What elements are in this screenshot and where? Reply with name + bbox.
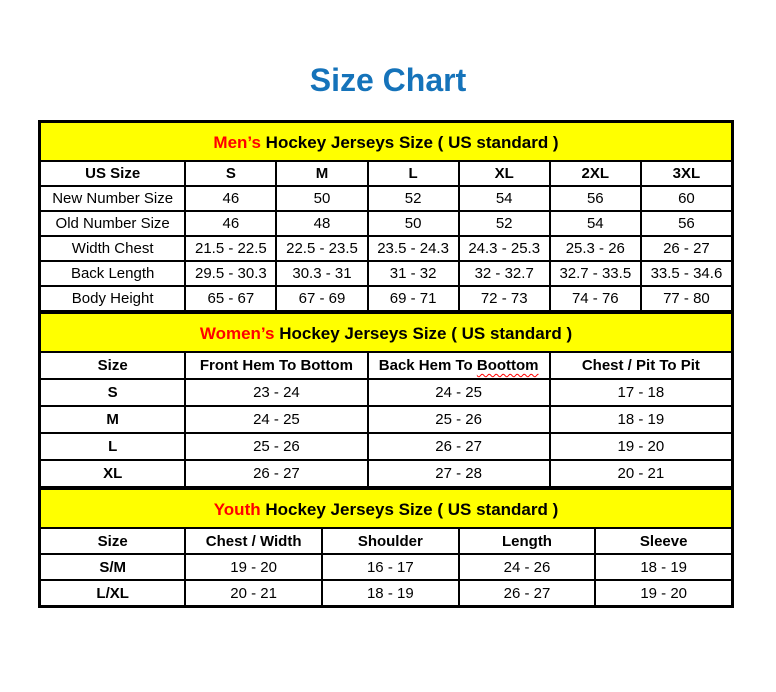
table-row (40, 554, 732, 580)
table-cell: L (40, 433, 185, 460)
table-cell: 23 - 24 (185, 379, 367, 406)
column-header: Length (459, 528, 596, 554)
table-cell: 72 - 73 (459, 286, 550, 311)
table-cell: 52 (368, 186, 459, 211)
table-cell: 60 (641, 186, 732, 211)
womens-size-table (39, 351, 733, 488)
table-cell: 67 - 69 (276, 286, 367, 311)
column-header: M (276, 161, 367, 186)
table-row (40, 286, 732, 311)
column-header: Sleeve (595, 528, 732, 554)
mens-size-table (39, 160, 733, 312)
table-cell: 31 - 32 (368, 261, 459, 286)
table-cell: New Number Size (40, 186, 185, 211)
womens-section-title-rest: Hockey Jerseys Size ( US standard ) (274, 324, 573, 343)
table-row (40, 433, 732, 460)
table-cell: 25.3 - 26 (550, 236, 641, 261)
column-header: 2XL (550, 161, 641, 186)
table-cell: 50 (276, 186, 367, 211)
mens-section-title-rest: Hockey Jerseys Size ( US standard ) (260, 133, 559, 152)
table-cell: Back Length (40, 261, 185, 286)
table-cell: 25 - 26 (185, 433, 367, 460)
column-header-row (40, 352, 732, 379)
table-cell: 19 - 20 (185, 554, 322, 580)
table-cell: 32.7 - 33.5 (550, 261, 641, 286)
table-cell: 18 - 19 (550, 406, 732, 433)
table-cell: 74 - 76 (550, 286, 641, 311)
youth-size-table (39, 527, 733, 607)
table-cell: L/XL (40, 580, 185, 606)
table-cell: 25 - 26 (368, 406, 550, 433)
column-header: S (185, 161, 276, 186)
youth-section-highlight: Youth (213, 500, 261, 519)
column-header: Chest / Pit To Pit (550, 352, 732, 379)
table-cell: Width Chest (40, 236, 185, 261)
table-cell: 26 - 27 (368, 433, 550, 460)
table-cell: 46 (185, 186, 276, 211)
column-header: L (368, 161, 459, 186)
table-row (40, 186, 732, 211)
table-cell: 56 (550, 186, 641, 211)
misspelled-word: Boottom (476, 357, 539, 374)
table-cell: 18 - 19 (595, 554, 732, 580)
table-cell: 33.5 - 34.6 (641, 261, 732, 286)
mens-section-header (39, 121, 733, 160)
table-cell: 30.3 - 31 (276, 261, 367, 286)
table-cell: Body Height (40, 286, 185, 311)
column-header: 3XL (641, 161, 732, 186)
column-header: Back Hem To Boottom (368, 352, 550, 379)
table-row (40, 261, 732, 286)
table-cell: 65 - 67 (185, 286, 276, 311)
table-row (40, 460, 732, 487)
table-cell: 32 - 32.7 (459, 261, 550, 286)
table-row (40, 406, 732, 433)
youth-section-title-rest: Hockey Jerseys Size ( US standard ) (260, 500, 559, 519)
table-cell: 56 (641, 211, 732, 236)
table-cell: 69 - 71 (368, 286, 459, 311)
mens-section-highlight: Men’s (213, 133, 261, 152)
youth-section-header (39, 488, 733, 527)
table-cell: 20 - 21 (185, 580, 322, 606)
table-cell: 24.3 - 25.3 (459, 236, 550, 261)
table-row (40, 580, 732, 606)
table-cell: 19 - 20 (550, 433, 732, 460)
table-cell: 50 (368, 211, 459, 236)
table-cell: 29.5 - 30.3 (185, 261, 276, 286)
column-header: Size (40, 528, 185, 554)
table-cell: 24 - 25 (185, 406, 367, 433)
column-header: Front Hem To Bottom (185, 352, 367, 379)
table-cell: 46 (185, 211, 276, 236)
table-cell: M (40, 406, 185, 433)
table-cell: 26 - 27 (459, 580, 596, 606)
table-cell: 24 - 26 (459, 554, 596, 580)
size-chart (38, 120, 734, 608)
table-cell: 27 - 28 (368, 460, 550, 487)
column-header-row (40, 161, 732, 186)
womens-section-header (39, 312, 733, 351)
table-cell: 17 - 18 (550, 379, 732, 406)
table-cell: S/M (40, 554, 185, 580)
table-cell: 21.5 - 22.5 (185, 236, 276, 261)
womens-section-highlight: Women’s (199, 324, 275, 343)
table-cell: 48 (276, 211, 367, 236)
column-header: US Size (40, 161, 185, 186)
column-header: Chest / Width (185, 528, 322, 554)
table-cell: 19 - 20 (595, 580, 732, 606)
table-cell: 26 - 27 (641, 236, 732, 261)
table-cell: 26 - 27 (185, 460, 367, 487)
table-row (40, 211, 732, 236)
table-cell: 52 (459, 211, 550, 236)
table-cell: 16 - 17 (322, 554, 459, 580)
table-cell: 54 (550, 211, 641, 236)
table-cell: 77 - 80 (641, 286, 732, 311)
table-cell: 20 - 21 (550, 460, 732, 487)
table-cell: 22.5 - 23.5 (276, 236, 367, 261)
column-header: Size (40, 352, 185, 379)
table-cell: 24 - 25 (368, 379, 550, 406)
table-cell: XL (40, 460, 185, 487)
column-header-row (40, 528, 732, 554)
table-cell: 23.5 - 24.3 (368, 236, 459, 261)
table-cell: Old Number Size (40, 211, 185, 236)
table-row (40, 236, 732, 261)
table-cell: S (40, 379, 185, 406)
table-cell: 54 (459, 186, 550, 211)
table-row (40, 379, 732, 406)
column-header: XL (459, 161, 550, 186)
page-title: Size Chart (309, 62, 467, 98)
column-header: Shoulder (322, 528, 459, 554)
table-cell: 18 - 19 (322, 580, 459, 606)
